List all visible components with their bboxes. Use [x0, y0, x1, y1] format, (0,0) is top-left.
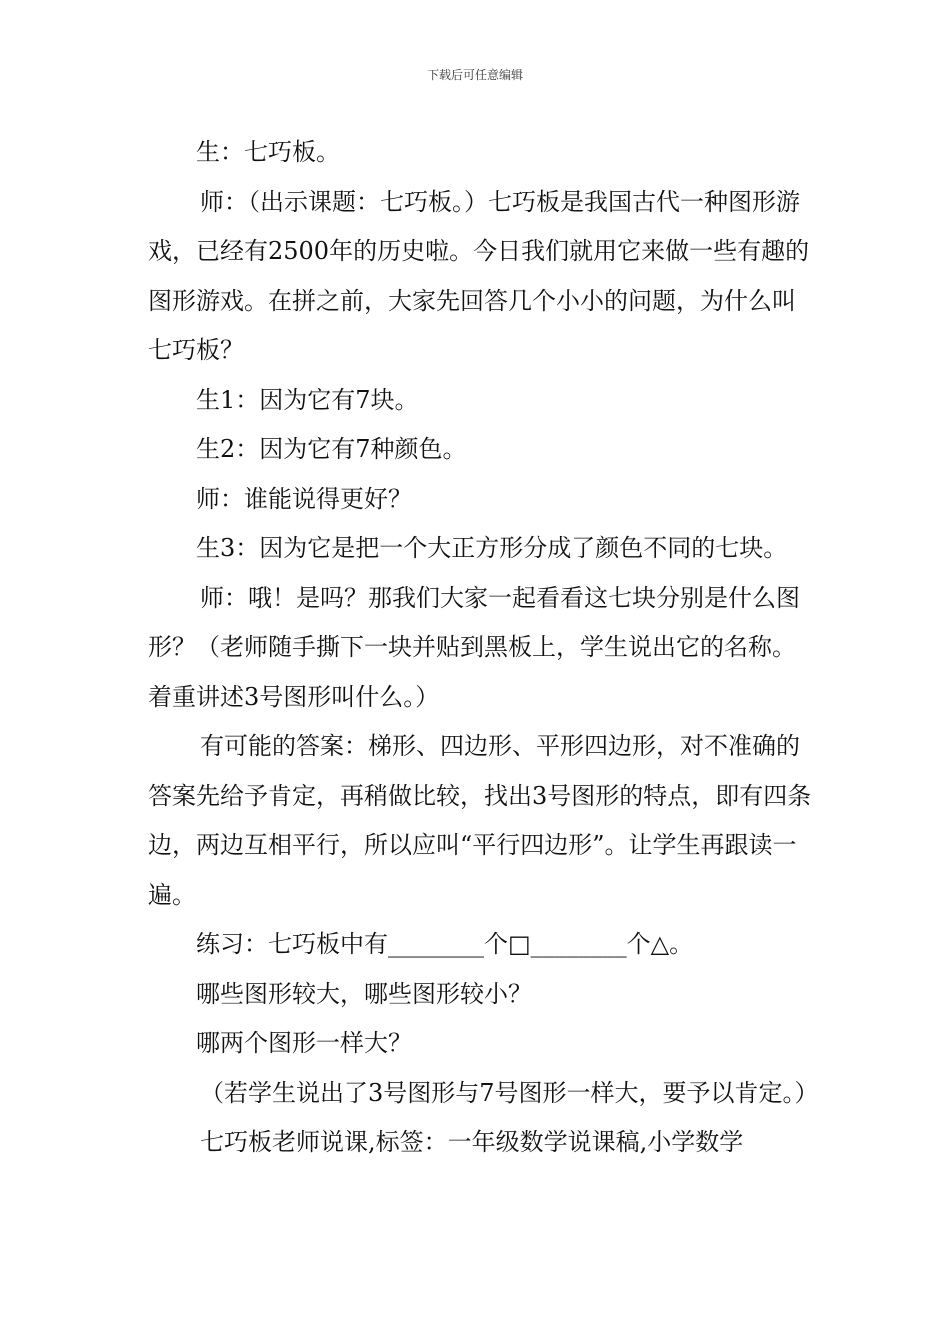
paragraph-7: 师：哦！是吗？那我们大家一起看看这七块分别是什么图形？（老师随手撕下一块并贴到黑板上，学生说出它的名称。着重讲述3号图形叫什么。） — [148, 583, 800, 711]
paragraph-1: 生：七巧板。 — [196, 138, 340, 166]
paragraph-6: 生3：因为它是把一个大正方形分成了颜色不同的七块。 — [196, 534, 788, 562]
paragraph-2: 师：（出示课题：七巧板。）七巧板是我国古代一种图形游戏，已经有2500年的历史啦。今日我们就用它来做一些有趣的图形游戏。在拼之前，大家先回答几个小小的问题，为什么叫七巧板？ — [148, 187, 810, 364]
paragraph-4: 生2：因为它有7种颜色。 — [196, 435, 467, 463]
paragraph-8: 有可能的答案：梯形、四边形、平形四边形，对不准确的答案先给予肯定，再稍做比较，找出3号图形的特点，即有四条边，两边互相平行，所以应叫“平行四边形”。让学生再跟读一遍。 — [148, 732, 812, 909]
paragraph-9: 练习：七巧板中有________个□________个△。 — [196, 930, 694, 958]
document-body — [148, 128, 819, 1168]
page-header: 下载后可任意编辑 — [426, 68, 523, 82]
paragraph-10: 哪些图形较大，哪些图形较小？ — [196, 979, 532, 1008]
paragraph-12: （若学生说出了3号图形与7号图形一样大，要予以肯定。） — [200, 1078, 819, 1107]
paragraph-3: 生1：因为它有7块。 — [196, 385, 419, 414]
paragraph-13: 七巧板老师说课,标签：一年级数学说课稿,小学数学 — [200, 1128, 744, 1156]
paragraph-5: 师：谁能说得更好？ — [196, 484, 412, 513]
paragraph-11: 哪两个图形一样大？ — [196, 1029, 412, 1057]
